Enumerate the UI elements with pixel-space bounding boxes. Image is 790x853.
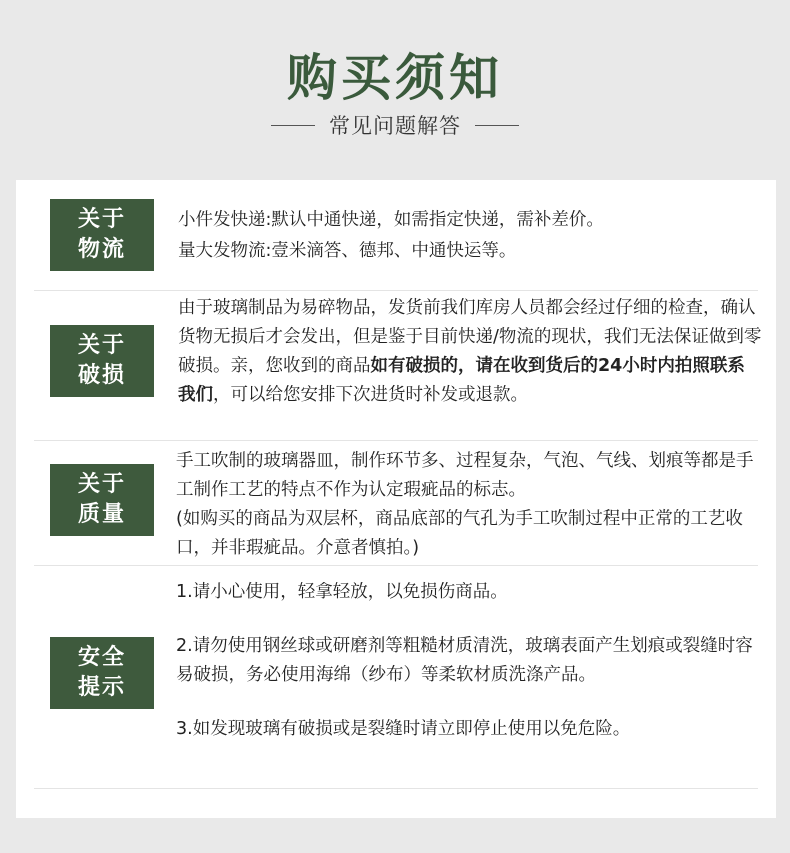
- faq-card: [16, 180, 776, 818]
- badge-safety-line1: 安全: [77, 645, 126, 670]
- quality-paragraph-a: 手工吹制的玻璃器皿，制作环节多、过程复杂，气泡、气线、划痕等都是手工制作工艺的特点不作为认定瑕疵品的标志。: [176, 451, 754, 500]
- section-quality: [16, 440, 776, 565]
- breakage-text: [178, 294, 762, 410]
- breakage-text-a: 由于玻璃制品为易碎物品，发货前我们库房人员都会经过仔细的检查，确认货物无损后才会发出，但是鉴于目前快递/物流的现状，我们无法保证做到零破损。亲，您收到的商品: [178, 298, 762, 376]
- quality-paragraph-b: (如购买的商品为双层杯，商品底部的气孔为手工吹制过程中正常的工艺收口，并非瑕疵品。介意者慎拍。): [176, 509, 743, 558]
- badge-logistics-line2: 物流: [77, 237, 126, 262]
- badge-logistics-line1: 关于: [77, 207, 126, 232]
- safety-item-3: 3.如发现玻璃有破损或是裂缝时请立即停止使用以免危险。: [176, 719, 631, 739]
- section-safety: [16, 565, 776, 790]
- quality-text: [176, 447, 764, 563]
- breakage-emphasis: 如有破损的，请在收到货后的24小时内拍照联系我们: [178, 356, 745, 405]
- logistics-line-freight: 量大发物流:壹米滴答、德邦、中通快运等。: [178, 241, 517, 261]
- breakage-text-b: ，可以给您安排下次进货时补发或退款。: [213, 385, 528, 405]
- page-title: 购买须知: [287, 49, 503, 107]
- badge-quality-line2: 质量: [77, 502, 126, 527]
- badge-breakage-line1: 关于: [77, 333, 126, 358]
- subtitle-left-rule: [271, 125, 315, 126]
- safety-item-1: 1.请小心使用，轻拿轻放，以免损伤商品。: [176, 582, 508, 602]
- subtitle-right-rule: [475, 125, 519, 126]
- badge-safety: [50, 637, 154, 709]
- section-logistics: [16, 180, 776, 290]
- badge-quality: [50, 464, 154, 536]
- section-breakage: [16, 290, 776, 440]
- breakage-paragraph: [178, 294, 762, 410]
- badge-breakage: [50, 325, 154, 397]
- logistics-text: [178, 205, 762, 267]
- badge-safety-line2: 提示: [77, 675, 126, 700]
- subtitle-row: [0, 110, 790, 140]
- section-divider: [34, 788, 758, 789]
- safety-text: [176, 578, 764, 744]
- page-header: [0, 0, 790, 180]
- page-subtitle: 常见问题解答: [329, 114, 461, 138]
- badge-quality-line1: 关于: [77, 472, 126, 497]
- badge-breakage-line2: 破损: [77, 363, 126, 388]
- logistics-line-express: 小件发快递:默认中通快递，如需指定快递，需补差价。: [178, 210, 604, 230]
- safety-item-2: 2.请勿使用钢丝球或研磨剂等粗糙材质清洗，玻璃表面产生划痕或裂缝时容易破损，务必使用海绵（纱布）等柔软材质洗涤产品。: [176, 636, 753, 685]
- badge-logistics: [50, 199, 154, 271]
